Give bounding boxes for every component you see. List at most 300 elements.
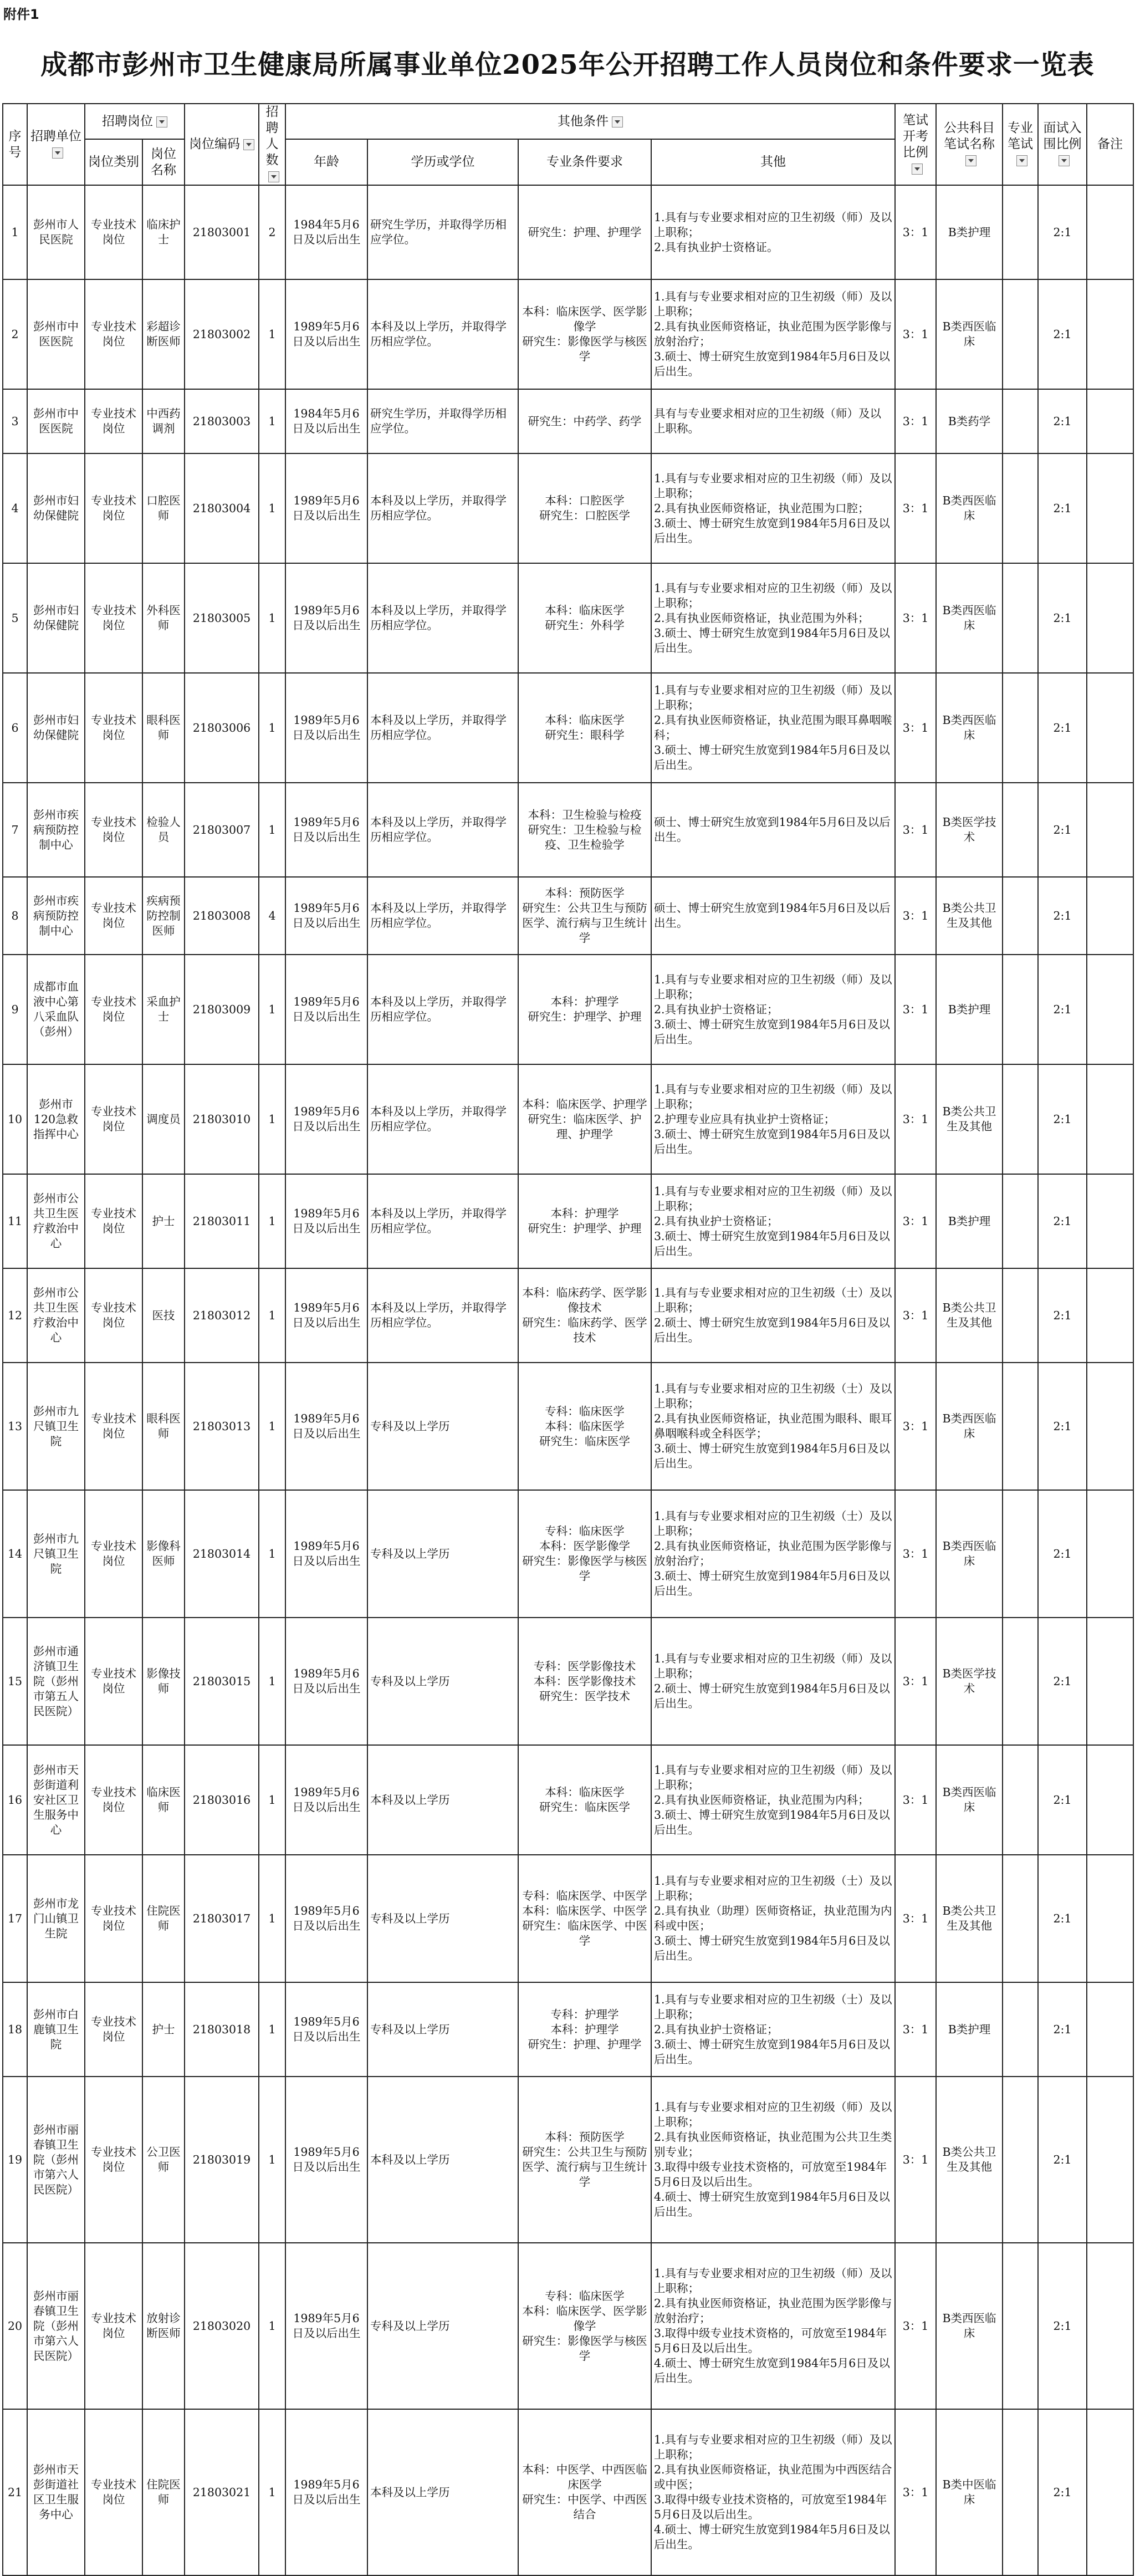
header-seq: 序号 [3,104,27,185]
cell-ratio: 3：1 [895,2243,936,2409]
cell-subject: B类护理 [936,185,1003,279]
cell-other: 1.具有与专业要求相对应的卫生初级（师）及以上职称； 2.护理专业应具有执业护士资格证； 3.硕士、博士研究生放宽到1984年5月6日及以后出生。 [651,1064,895,1174]
cell-name: 护士 [142,1174,185,1268]
cell-unit: 彭州市中医医院 [27,389,85,453]
table-row [3,2077,1133,2243]
cell-seq: 21 [3,2409,27,2575]
table-row [3,955,1133,1064]
cell-education: 专科及以上学历 [367,1855,518,1982]
cell-major: 本科：卫生检验与检疫 研究生：卫生检验与检疫、卫生检验学 [518,783,651,877]
cell-other: 1.具有与专业要求相对应的卫生初级（师）及以上职称； 2.具有执业医师资格证，执业范围为外科； 3.硕士、博士研究生放宽到1984年5月6日及以后出生。 [651,563,895,673]
cell-education: 本科及以上学历，并取得学历相应学位。 [367,453,518,563]
filter-dropdown-icon[interactable] [965,155,976,166]
cell-interview: 2:1 [1038,1064,1087,1174]
cell-name: 外科医师 [142,563,185,673]
cell-subject: B类西医临床 [936,1490,1003,1618]
header-note: 备注 [1087,104,1133,185]
cell-prof-exam [1003,2409,1038,2575]
cell-education: 本科及以上学历，并取得学历相应学位。 [367,1268,518,1363]
page-title: 成都市彭州市卫生健康局所属事业单位2025年公开招聘工作人员岗位和条件要求一览表 [40,49,1095,80]
cell-other: 1.具有与专业要求相对应的卫生初级（士）及以上职称； 2.具有执业医师资格证，执业范围为医学影像与放射治疗； 3.硕士、博士研究生放宽到1984年5月6日及以后出生。 [651,1490,895,1618]
cell-type: 专业技术岗位 [85,1174,142,1268]
cell-prof-exam [1003,1490,1038,1618]
cell-unit: 彭州市妇幼保健院 [27,563,85,673]
header-major: 专业条件要求 [518,139,651,185]
cell-code: 21803001 [185,185,259,279]
cell-ratio: 3：1 [895,783,936,877]
cell-age: 1989年5月6日及以后出生 [285,955,367,1064]
cell-subject: B类公共卫生及其他 [936,2077,1003,2243]
cell-seq: 8 [3,877,27,955]
cell-note [1087,1174,1133,1268]
cell-age: 1989年5月6日及以后出生 [285,2409,367,2575]
cell-interview: 2:1 [1038,1490,1087,1618]
cell-major: 专科：临床医学 本科：临床医学 研究生：临床医学 [518,1363,651,1490]
header-other: 其他 [651,139,895,185]
cell-interview: 2:1 [1038,1745,1087,1855]
cell-subject: B类医学技术 [936,783,1003,877]
positions-table [2,103,1134,2576]
filter-dropdown-icon[interactable] [912,164,923,175]
cell-count: 1 [259,1490,285,1618]
cell-seq: 20 [3,2243,27,2409]
cell-count: 2 [259,185,285,279]
cell-note [1087,673,1133,783]
cell-note [1087,389,1133,453]
cell-code: 21803012 [185,1268,259,1363]
cell-seq: 10 [3,1064,27,1174]
cell-count: 1 [259,453,285,563]
cell-code: 21803015 [185,1618,259,1745]
cell-other: 1.具有与专业要求相对应的卫生初级（师）及以上职称； 2.具有执业医师资格证，执业范围为眼耳鼻咽喉科； 3.硕士、博士研究生放宽到1984年5月6日及以后出生。 [651,673,895,783]
table-row [3,783,1133,877]
cell-ratio: 3：1 [895,1490,936,1618]
cell-age: 1989年5月6日及以后出生 [285,1174,367,1268]
cell-prof-exam [1003,783,1038,877]
cell-type: 专业技术岗位 [85,563,142,673]
cell-major: 本科：护理学 研究生：护理学、护理 [518,1174,651,1268]
cell-other: 1.具有与专业要求相对应的卫生初级（师）及以上职称； 2.具有执业医师资格证，执业范围为中西医结合或中医； 3.取得中级专业技术资格的，可放宽至1984年5月6日及以后出生。 4.硕士、博士研究生放宽到1984年5月6日及以后出生。 [651,2409,895,2575]
cell-name: 公卫医师 [142,2077,185,2243]
cell-education: 本科及以上学历，并取得学历相应学位。 [367,783,518,877]
cell-subject: B类西医临床 [936,673,1003,783]
cell-name: 中西药调剂 [142,389,185,453]
cell-ratio: 3：1 [895,1982,936,2077]
cell-prof-exam [1003,185,1038,279]
cell-subject: B类中医临床 [936,2409,1003,2575]
cell-code: 21803013 [185,1363,259,1490]
cell-name: 疾病预防控制医师 [142,877,185,955]
cell-age: 1989年5月6日及以后出生 [285,783,367,877]
cell-type: 专业技术岗位 [85,2077,142,2243]
cell-interview: 2:1 [1038,783,1087,877]
cell-name: 住院医师 [142,2409,185,2575]
table-row [3,1174,1133,1268]
cell-other: 硕士、博士研究生放宽到1984年5月6日及以后出生。 [651,877,895,955]
cell-other: 1.具有与专业要求相对应的卫生初级（师）及以上职称； 2.硕士、博士研究生放宽到1984年5月6日及以后出生。 [651,1618,895,1745]
cell-education: 专科及以上学历 [367,2243,518,2409]
header-education: 学历或学位 [367,139,518,185]
cell-age: 1989年5月6日及以后出生 [285,1982,367,2077]
cell-interview: 2:1 [1038,955,1087,1064]
cell-education: 专科及以上学历 [367,1363,518,1490]
cell-prof-exam [1003,877,1038,955]
cell-subject: B类护理 [936,1982,1003,2077]
cell-count: 1 [259,1363,285,1490]
cell-count: 1 [259,955,285,1064]
cell-type: 专业技术岗位 [85,279,142,389]
cell-count: 1 [259,389,285,453]
cell-subject: B类西医临床 [936,453,1003,563]
cell-interview: 2:1 [1038,1618,1087,1745]
cell-other: 1.具有与专业要求相对应的卫生初级（士）及以上职称； 2.具有执业（助理）医师资格证，执业范围为内科或中医； 3.硕士、博士研究生放宽到1984年5月6日及以后出生。 [651,1855,895,1982]
cell-major: 本科：临床医学 研究生：外科学 [518,563,651,673]
cell-education: 本科及以上学历，并取得学历相应学位。 [367,877,518,955]
cell-seq: 12 [3,1268,27,1363]
cell-ratio: 3：1 [895,955,936,1064]
cell-prof-exam [1003,1982,1038,2077]
cell-unit: 彭州市天彭街道社区卫生服务中心 [27,2409,85,2575]
table-row [3,1268,1133,1363]
cell-count: 1 [259,2077,285,2243]
table-row [3,1490,1133,1618]
cell-subject: B类护理 [936,955,1003,1064]
cell-other: 1.具有与专业要求相对应的卫生初级（师）及以上职称； 2.具有执业护士资格证； 3.硕士、博士研究生放宽到1984年5月6日及以后出生。 [651,955,895,1064]
filter-dropdown-icon[interactable] [1059,155,1070,166]
cell-age: 1989年5月6日及以后出生 [285,1618,367,1745]
cell-type: 专业技术岗位 [85,185,142,279]
cell-code: 21803011 [185,1174,259,1268]
cell-type: 专业技术岗位 [85,1490,142,1618]
header-ratio[interactable]: 笔试开考比例 [895,104,936,185]
cell-code: 21803010 [185,1064,259,1174]
cell-unit: 彭州市天彭街道利安社区卫生服务中心 [27,1745,85,1855]
cell-interview: 2:1 [1038,1174,1087,1268]
cell-subject: B类西医临床 [936,1745,1003,1855]
cell-note [1087,453,1133,563]
cell-name: 临床医师 [142,1745,185,1855]
cell-education: 本科及以上学历，并取得学历相应学位。 [367,1064,518,1174]
cell-prof-exam [1003,955,1038,1064]
cell-age: 1984年5月6日及以后出生 [285,185,367,279]
cell-name: 采血护士 [142,955,185,1064]
cell-name: 放射诊断医师 [142,2243,185,2409]
cell-unit: 彭州市疾病预防控制中心 [27,877,85,955]
cell-seq: 18 [3,1982,27,2077]
cell-type: 专业技术岗位 [85,2409,142,2575]
cell-interview: 2:1 [1038,185,1087,279]
cell-note [1087,1745,1133,1855]
cell-note [1087,1618,1133,1745]
cell-education: 本科及以上学历，并取得学历相应学位。 [367,955,518,1064]
cell-type: 专业技术岗位 [85,453,142,563]
cell-ratio: 3：1 [895,2077,936,2243]
cell-age: 1989年5月6日及以后出生 [285,279,367,389]
table-row [3,279,1133,389]
table-row [3,1618,1133,1745]
table-row [3,1064,1133,1174]
cell-unit: 彭州市中医医院 [27,279,85,389]
cell-code: 21803006 [185,673,259,783]
table-row [3,563,1133,673]
cell-age: 1989年5月6日及以后出生 [285,563,367,673]
cell-note [1087,783,1133,877]
filter-dropdown-icon[interactable] [156,116,167,127]
cell-ratio: 3：1 [895,1268,936,1363]
cell-code: 21803016 [185,1745,259,1855]
cell-note [1087,1268,1133,1363]
cell-code: 21803020 [185,2243,259,2409]
header-interview[interactable]: 面试入围比例 [1038,104,1087,185]
cell-seq: 11 [3,1174,27,1268]
table-row [3,2243,1133,2409]
cell-code: 21803008 [185,877,259,955]
cell-seq: 9 [3,955,27,1064]
cell-other: 具有与专业要求相对应的卫生初级（师）及以上职称。 [651,389,895,453]
cell-age: 1989年5月6日及以后出生 [285,1490,367,1618]
cell-name: 检验人员 [142,783,185,877]
cell-unit: 彭州市公共卫生医疗救治中心 [27,1174,85,1268]
cell-note [1087,279,1133,389]
cell-name: 彩超诊断医师 [142,279,185,389]
cell-age: 1984年5月6日及以后出生 [285,389,367,453]
cell-seq: 3 [3,389,27,453]
cell-count: 1 [259,279,285,389]
cell-major: 专科：临床医学 本科：医学影像学 研究生：影像医学与核医学 [518,1490,651,1618]
cell-education: 专科及以上学历 [367,1490,518,1618]
cell-note [1087,1982,1133,2077]
cell-note [1087,955,1133,1064]
cell-seq: 1 [3,185,27,279]
cell-note [1087,1855,1133,1982]
cell-prof-exam [1003,2077,1038,2243]
cell-count: 1 [259,1064,285,1174]
cell-code: 21803002 [185,279,259,389]
cell-prof-exam [1003,1268,1038,1363]
cell-count: 1 [259,2409,285,2575]
filter-dropdown-icon[interactable] [1016,155,1027,166]
cell-other: 1.具有与专业要求相对应的卫生初级（士）及以上职称； 2.具有执业医师资格证，执业范围为眼科、眼耳鼻咽喉科或全科医学； 3.硕士、博士研究生放宽到1984年5月6日及以后出生。 [651,1363,895,1490]
cell-other: 1.具有与专业要求相对应的卫生初级（师）及以上职称； 2.具有执业医师资格证，执业范围为内科； 3.硕士、博士研究生放宽到1984年5月6日及以后出生。 [651,1745,895,1855]
cell-unit: 彭州市白鹿镇卫生院 [27,1982,85,2077]
cell-subject: B类西医临床 [936,2243,1003,2409]
cell-name: 临床护士 [142,185,185,279]
cell-interview: 2:1 [1038,2243,1087,2409]
cell-unit: 彭州市丽春镇卫生院（彭州市第六人民医院） [27,2243,85,2409]
cell-ratio: 3：1 [895,1618,936,1745]
cell-interview: 2:1 [1038,877,1087,955]
header-conditions[interactable]: 其他条件 [285,104,895,139]
cell-unit: 成都市血液中心第八采血队（彭州） [27,955,85,1064]
cell-type: 专业技术岗位 [85,1982,142,2077]
cell-seq: 19 [3,2077,27,2243]
cell-ratio: 3：1 [895,2409,936,2575]
cell-code: 21803009 [185,955,259,1064]
header-code[interactable]: 岗位编码 [185,104,259,185]
cell-note [1087,1490,1133,1618]
filter-dropdown-icon[interactable] [612,116,623,127]
cell-unit: 彭州市妇幼保健院 [27,673,85,783]
cell-seq: 17 [3,1855,27,1982]
cell-note [1087,2243,1133,2409]
cell-other: 1.具有与专业要求相对应的卫生初级（师）及以上职称； 2.具有执业医师资格证，执业范围为公共卫生类别专业； 3.取得中级专业技术资格的，可放宽至1984年5月6日及以后出生。 4.硕士、博士研究生放宽到1984年5月6日及以后出生。 [651,2077,895,2243]
cell-name: 住院医师 [142,1855,185,1982]
cell-major: 本科：护理学 研究生：护理学、护理 [518,955,651,1064]
cell-type: 专业技术岗位 [85,673,142,783]
cell-ratio: 3：1 [895,185,936,279]
cell-code: 21803004 [185,453,259,563]
cell-subject: B类公共卫生及其他 [936,877,1003,955]
cell-age: 1989年5月6日及以后出生 [285,673,367,783]
cell-subject: B类公共卫生及其他 [936,1855,1003,1982]
cell-education: 本科及以上学历，并取得学历相应学位。 [367,279,518,389]
cell-type: 专业技术岗位 [85,1064,142,1174]
cell-note [1087,1363,1133,1490]
cell-type: 专业技术岗位 [85,2243,142,2409]
cell-name: 调度员 [142,1064,185,1174]
cell-unit: 彭州市九尺镇卫生院 [27,1363,85,1490]
header-prof-exam[interactable]: 专业笔试 [1003,104,1038,185]
cell-ratio: 3：1 [895,279,936,389]
cell-count: 1 [259,1855,285,1982]
cell-major: 本科：预防医学 研究生：公共卫生与预防医学、流行病与卫生统计学 [518,2077,651,2243]
cell-major: 本科：临床药学、医学影像技术 研究生：临床药学、医学技术 [518,1268,651,1363]
cell-major: 专科：临床医学 本科：临床医学、医学影像学 研究生：影像医学与核医学 [518,2243,651,2409]
cell-prof-exam [1003,1363,1038,1490]
cell-major: 本科：预防医学 研究生：公共卫生与预防医学、流行病与卫生统计学 [518,877,651,955]
cell-code: 21803003 [185,389,259,453]
cell-code: 21803018 [185,1982,259,2077]
cell-major: 本科：临床医学、医学影像学 研究生：影像医学与核医学 [518,279,651,389]
cell-count: 1 [259,1982,285,2077]
cell-code: 21803021 [185,2409,259,2575]
filter-dropdown-icon[interactable] [52,147,63,159]
cell-prof-exam [1003,673,1038,783]
cell-unit: 彭州市通济镇卫生院（彭州市第五人民医院） [27,1618,85,1745]
cell-ratio: 3：1 [895,389,936,453]
attachment-label: 附件1 [3,7,39,22]
cell-prof-exam [1003,1618,1038,1745]
cell-count: 4 [259,877,285,955]
cell-ratio: 3：1 [895,673,936,783]
cell-code: 21803017 [185,1855,259,1982]
header-pos-name: 岗位名称 [142,139,185,185]
cell-major: 本科：临床医学 研究生：眼科学 [518,673,651,783]
cell-count: 1 [259,1174,285,1268]
cell-ratio: 3：1 [895,1855,936,1982]
cell-type: 专业技术岗位 [85,1268,142,1363]
cell-prof-exam [1003,1745,1038,1855]
cell-note [1087,2409,1133,2575]
cell-subject: B类医学技术 [936,1618,1003,1745]
cell-age: 1989年5月6日及以后出生 [285,1855,367,1982]
cell-major: 本科：口腔医学 研究生：口腔医学 [518,453,651,563]
cell-seq: 13 [3,1363,27,1490]
header-pos-type: 岗位类别 [85,139,142,185]
cell-interview: 2:1 [1038,1363,1087,1490]
cell-other: 1.具有与专业要求相对应的卫生初级（士）及以上职称； 2.硕士、博士研究生放宽到1984年5月6日及以后出生。 [651,1268,895,1363]
cell-prof-exam [1003,279,1038,389]
cell-prof-exam [1003,1064,1038,1174]
cell-note [1087,563,1133,673]
cell-major: 本科：中医学、中西医临床医学 研究生：中医学、中西医结合 [518,2409,651,2575]
cell-education: 研究生学历，并取得学历相应学位。 [367,185,518,279]
cell-prof-exam [1003,453,1038,563]
cell-ratio: 3：1 [895,1174,936,1268]
cell-ratio: 3：1 [895,1363,936,1490]
filter-dropdown-icon[interactable] [268,171,279,182]
cell-interview: 2:1 [1038,453,1087,563]
header-subject[interactable]: 公共科目笔试名称 [936,104,1003,185]
cell-education: 本科及以上学历，并取得学历相应学位。 [367,1174,518,1268]
cell-seq: 16 [3,1745,27,1855]
cell-education: 专科及以上学历 [367,1618,518,1745]
cell-seq: 4 [3,453,27,563]
cell-unit: 彭州市九尺镇卫生院 [27,1490,85,1618]
cell-education: 本科及以上学历，并取得学历相应学位。 [367,563,518,673]
cell-note [1087,2077,1133,2243]
cell-age: 1989年5月6日及以后出生 [285,1268,367,1363]
cell-count: 1 [259,1618,285,1745]
cell-seq: 6 [3,673,27,783]
table-row [3,1982,1133,2077]
table-row [3,1855,1133,1982]
cell-ratio: 3：1 [895,453,936,563]
cell-subject: B类西医临床 [936,279,1003,389]
cell-other: 1.具有与专业要求相对应的卫生初级（师）及以上职称； 2.具有执业医师资格证，执业范围为医学影像与放射治疗； 3.硕士、博士研究生放宽到1984年5月6日及以后出生。 [651,279,895,389]
cell-interview: 2:1 [1038,563,1087,673]
cell-ratio: 3：1 [895,1064,936,1174]
header-unit[interactable]: 招聘单位 [27,104,85,185]
cell-type: 专业技术岗位 [85,1745,142,1855]
cell-prof-exam [1003,1174,1038,1268]
cell-name: 医技 [142,1268,185,1363]
cell-age: 1989年5月6日及以后出生 [285,2077,367,2243]
cell-interview: 2:1 [1038,673,1087,783]
cell-interview: 2:1 [1038,1855,1087,1982]
cell-unit: 彭州市人民医院 [27,185,85,279]
cell-other: 硕士、博士研究生放宽到1984年5月6日及以后出生。 [651,783,895,877]
header-position-group[interactable]: 招聘岗位 [85,104,185,139]
cell-type: 专业技术岗位 [85,955,142,1064]
cell-education: 本科及以上学历 [367,1745,518,1855]
cell-subject: B类西医临床 [936,563,1003,673]
cell-education: 本科及以上学历，并取得学历相应学位。 [367,673,518,783]
cell-ratio: 3：1 [895,877,936,955]
cell-unit: 彭州市丽春镇卫生院（彭州市第六人民医院） [27,2077,85,2243]
cell-name: 影像技师 [142,1618,185,1745]
cell-age: 1989年5月6日及以后出生 [285,877,367,955]
cell-unit: 彭州市公共卫生医疗救治中心 [27,1268,85,1363]
table-row [3,673,1133,783]
cell-code: 21803014 [185,1490,259,1618]
table-body [3,185,1133,2575]
cell-name: 眼科医师 [142,1363,185,1490]
cell-type: 专业技术岗位 [85,1855,142,1982]
cell-ratio: 3：1 [895,1745,936,1855]
cell-subject: B类护理 [936,1174,1003,1268]
header-count[interactable]: 招聘人数 [259,104,285,185]
cell-unit: 彭州市120急救指挥中心 [27,1064,85,1174]
cell-code: 21803005 [185,563,259,673]
filter-dropdown-icon[interactable] [243,139,254,150]
cell-prof-exam [1003,389,1038,453]
cell-seq: 14 [3,1490,27,1618]
cell-interview: 2:1 [1038,279,1087,389]
table-row [3,1363,1133,1490]
cell-major: 专科：护理学 本科：护理学 研究生：护理、护理学 [518,1982,651,2077]
cell-education: 本科及以上学历 [367,2077,518,2243]
